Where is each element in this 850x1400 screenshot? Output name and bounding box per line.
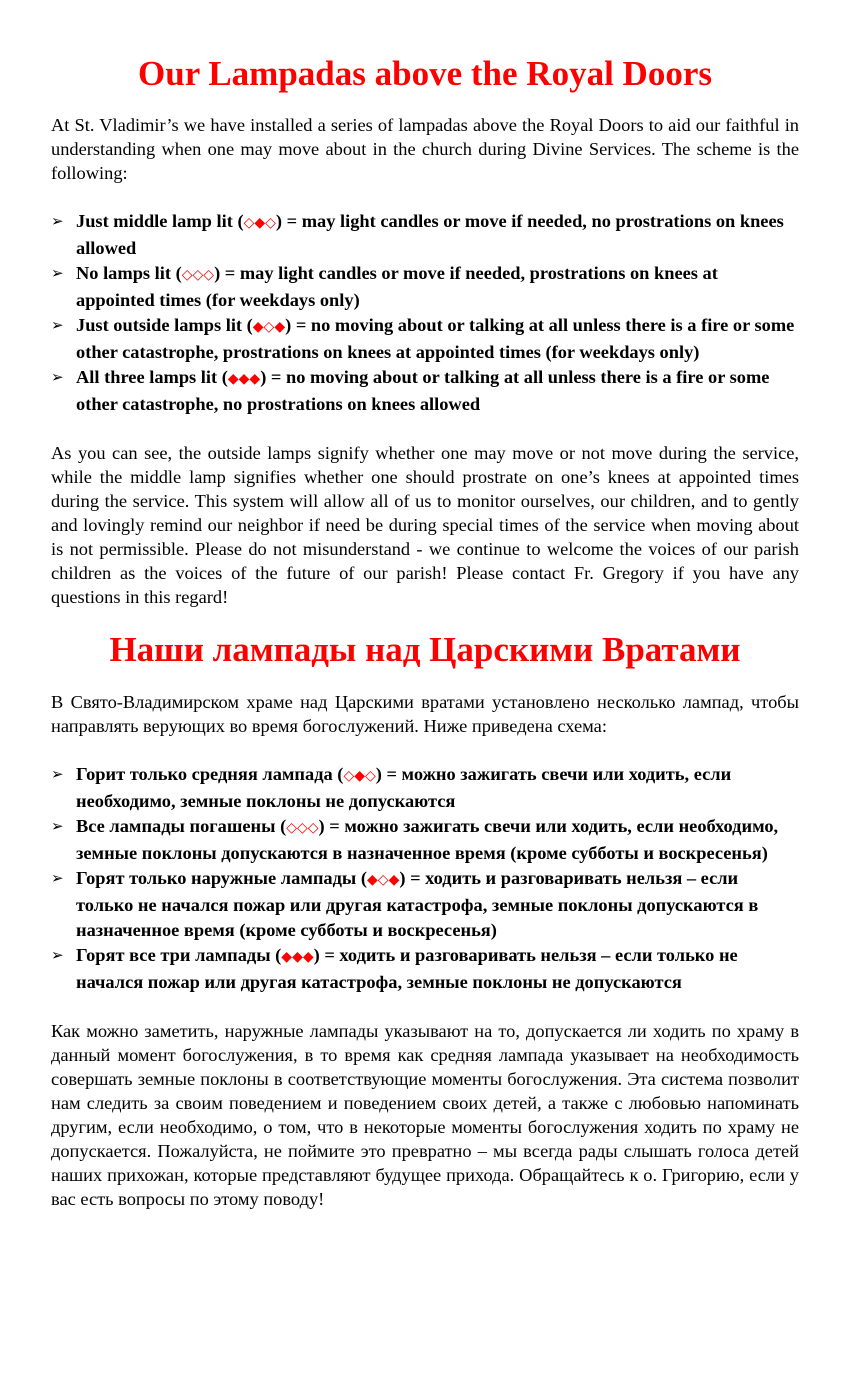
english-title: Our Lampadas above the Royal Doors — [138, 54, 712, 93]
arrowhead-bullet-icon: ➢ — [51, 212, 64, 230]
lamp-pattern-icon: ◆◆◆ — [281, 949, 314, 965]
lamp-pattern-icon: ◇◇◇ — [286, 820, 319, 836]
list-item: ➢ Все лампады погашены (◇◇◇) = можно зажигать свечи или ходить, если необходимо, земные поклоны допускаются в назначенное время (кроме субботы и воскресенья) — [51, 816, 779, 863]
lamp-pattern-icon: ◇◆◇ — [343, 768, 376, 784]
lamp-pattern-icon: ◇◆◇ — [243, 215, 276, 231]
list-item: ➢ Горят только наружные лампады (◆◇◆) = ходить и разговаривать нельзя – если только не начался пожар или другая катастрофа, земные поклоны допускаются в назначенное время (кроме субботы и воскресенья) — [51, 868, 759, 940]
list-item: ➢ Горят все три лампады (◆◆◆) = ходить и разговаривать нельзя – если только не начался пожар или другая катастрофа, земные поклоны не допускаются — [51, 945, 738, 992]
arrowhead-bullet-icon: ➢ — [51, 817, 64, 835]
russian-closing: Как можно заметить, наружные лампады указывают на то, допускается ли ходить по храму в данный момент богослужения, в то время как средняя лампада указывает на необходимость совершать земные поклоны в соответствующие моменты богослужения. Эта система позволит нам следить за своим поведением и поведением своих детей, а также с любовью напоминать другим, если необходимо, о том, что в некоторые моменты богослужения ходить по храму не допускается. Пожалуйста, не поймите это превратно – мы всегда рады слышать голоса детей наших прихожан, которые представляют будущее прихода. Обращайтесь к о. Григорию, если у вас есть вопросы по этому поводу! — [51, 1021, 799, 1209]
lamp-pattern-icon: ◇◇◇ — [181, 267, 215, 283]
english-intro: At St. Vladimir’s we have installed a series of lampadas above the Royal Doors to aid our faithful in understanding when one may move about in the church during Divine Services. The scheme is the following: — [51, 115, 799, 183]
list-item: ➢ All three lamps lit (◆◆◆) = no moving about or talking at all unless there is a fire or some other catastrophe, no prostrations on knees allowed — [51, 367, 770, 414]
list-item: ➢ Just middle lamp lit (◇◆◇) = may light candles or move if needed, no prostrations on knees allowed — [51, 211, 784, 258]
arrowhead-bullet-icon: ➢ — [51, 946, 64, 964]
arrowhead-bullet-icon: ➢ — [51, 869, 64, 887]
lamp-pattern-icon: ◆◇◆ — [367, 872, 400, 888]
arrowhead-bullet-icon: ➢ — [51, 316, 64, 334]
russian-title: Наши лампады над Царскими Вратами — [109, 630, 741, 669]
russian-rules-list — [51, 762, 799, 995]
arrowhead-bullet-icon: ➢ — [51, 264, 64, 282]
list-item: ➢ No lamps lit (◇◇◇) = may light candles or move if needed, prostrations on knees at appointed times (for weekdays only) — [51, 263, 718, 310]
lamp-pattern-icon: ◆◆◆ — [227, 371, 261, 387]
lamp-pattern-icon: ◆◇◆ — [252, 319, 286, 335]
english-closing: As you can see, the outside lamps signify whether one may move or not move during the service, while the middle lamp signifies whether one should prostrate on one’s knees at appointed times during the service. This system will allow all of us to monitor ourselves, our children, and to gently and lovingly remind our neighbor if need be during special times of the service when moving about is not permissible. Please do not misunderstand - we continue to welcome the voices of our parish children as the voices of the future of our parish! Please contact Fr. Gregory if you have any questions in this regard! — [51, 443, 799, 607]
list-item: ➢ Горит только средняя лампада (◇◆◇) = можно зажигать свечи или ходить, если необходимо, земные поклоны не допускаются — [51, 764, 732, 811]
arrowhead-bullet-icon: ➢ — [51, 765, 64, 783]
english-rules-list — [51, 209, 799, 417]
arrowhead-bullet-icon: ➢ — [51, 368, 64, 386]
russian-intro: В Свято-Владимирском храме над Царскими вратами установлено несколько лампад, чтобы направлять верующих во время богослужений. Ниже приведена схема: — [51, 692, 799, 736]
list-item: ➢ Just outside lamps lit (◆◇◆) = no moving about or talking at all unless there is a fire or some other catastrophe, prostrations on knees at appointed times (for weekdays only) — [51, 315, 795, 362]
